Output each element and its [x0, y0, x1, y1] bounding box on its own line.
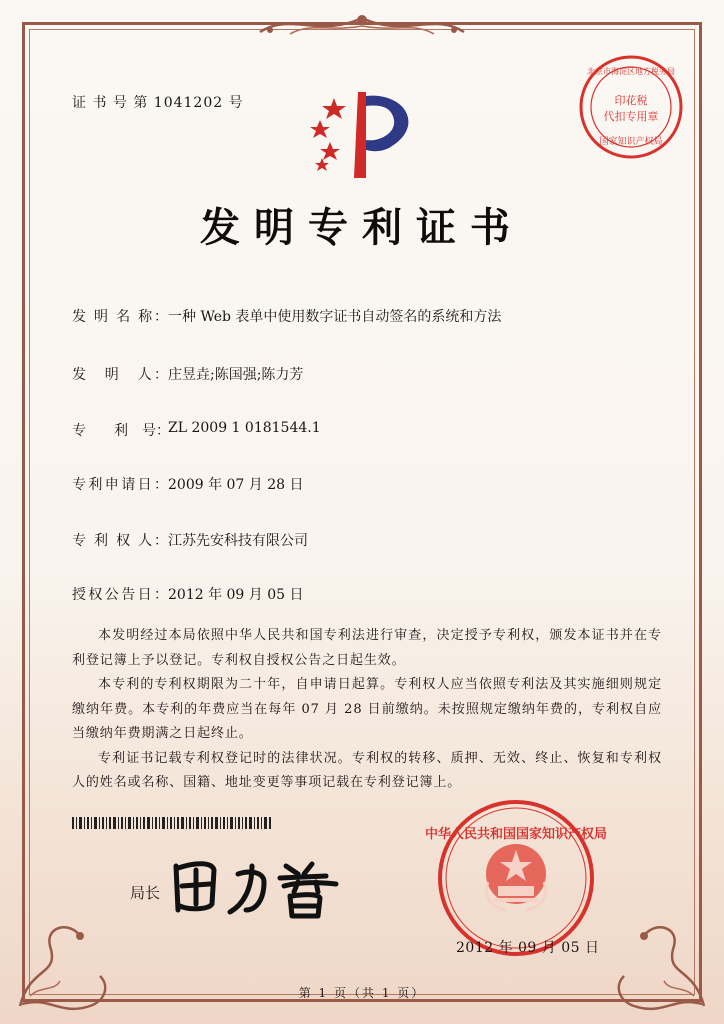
official-seal	[424, 798, 608, 958]
director-signature	[168, 852, 348, 922]
field-label: 专 利 权 人：	[72, 533, 168, 549]
certificate-number: 证 书 号 第 1041202 号	[72, 95, 244, 111]
patent-office-logo-icon	[296, 86, 426, 186]
field-label: 专 利 号：	[72, 423, 170, 439]
field-label: 发 明 人：	[72, 367, 168, 383]
field-inventors	[72, 364, 303, 384]
patent-number-value: ZL 2009 1 0181544.1	[168, 420, 321, 436]
tax-stamp-bottom-text: 国家知识产权局	[599, 137, 663, 147]
field-label: 专利申请日：	[72, 477, 168, 493]
tax-stamp-ring-text: 北京市海淀区地方税务局	[587, 67, 675, 76]
top-ornament	[250, 8, 474, 40]
certificate-body	[72, 624, 662, 796]
field-label: 授权公告日：	[72, 587, 168, 603]
field-label: 发 明 名 称：	[72, 309, 168, 325]
barcode	[72, 817, 272, 829]
director-label: 局长	[130, 884, 161, 902]
body-paragraph: 本发明经过本局依照中华人民共和国专利法进行审查，决定授予专利权，颁发本证书并在专利登记簿上予以登记。专利权自授权公告之日起生效。	[72, 628, 662, 668]
seal-date: 2012 年 09 月 05 日	[456, 940, 600, 956]
field-filing-date	[72, 474, 304, 494]
field-grant-date	[72, 584, 304, 604]
invention-name-value: 一种 Web 表单中使用数字证书自动签名的系统和方法	[168, 309, 502, 325]
grant-date-value: 2012 年 09 月 05 日	[168, 587, 304, 603]
field-patentee	[72, 530, 308, 550]
patentee-value: 江苏先安科技有限公司	[168, 533, 308, 549]
page-indicator: 第 1 页（共 1 页）	[298, 986, 426, 1000]
official-seal-text: 中华人民共和国国家知识产权局	[424, 827, 608, 842]
inventors-value: 庄昱垚;陈国强;陈力芳	[168, 367, 304, 383]
field-invention-name	[72, 306, 501, 326]
field-patent-number	[72, 420, 321, 440]
tax-stamp-line: 印花税	[614, 94, 648, 107]
certificate-title: 发明专利证书	[200, 205, 524, 251]
body-paragraph: 专利证书记载专利权登记时的法律状况。专利权的转移、质押、无效、终止、恢复和专利权人的姓名或名称、国籍、地址变更等事项记载在专利登记簿上。	[72, 750, 662, 790]
filing-date-value: 2009 年 07 月 28 日	[168, 477, 304, 493]
tax-stamp-line: 代扣专用章	[603, 110, 659, 123]
body-paragraph: 本专利的专利权期限为二十年，自申请日起算。专利权人应当依照专利法及其实施细则规定缴纳年费。本专利的年费应当在每年 07 月 28 日前缴纳。未按照规定缴纳年费的，专利权自应当缴纳年费期满之日起终止。	[72, 677, 662, 741]
tax-stamp-seal	[576, 52, 686, 162]
